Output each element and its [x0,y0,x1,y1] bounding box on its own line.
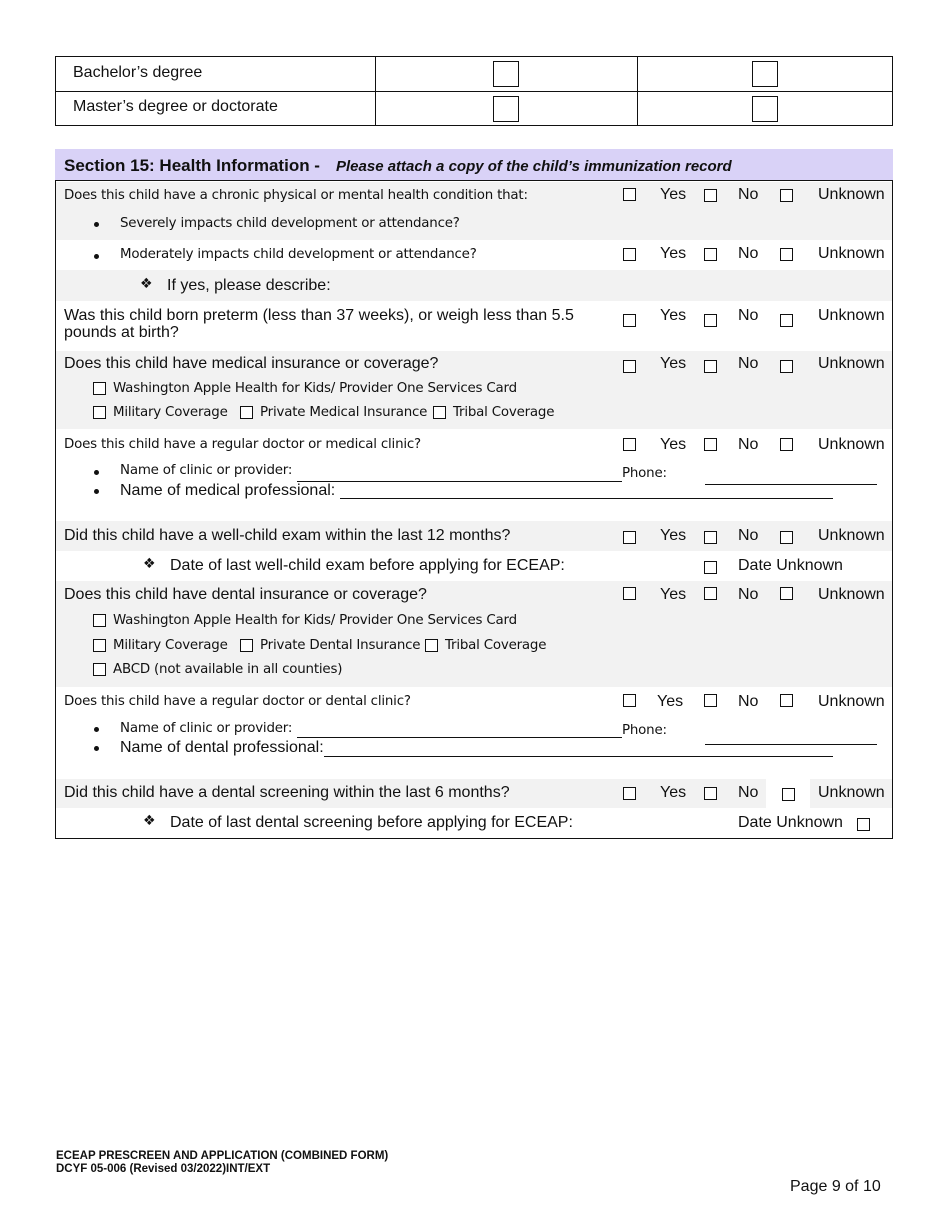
medical-professional-field[interactable] [340,498,833,499]
bachelors-checkbox-2[interactable] [752,61,778,87]
military-dental-checkbox[interactable] [93,639,106,652]
footer-form-title: ECEAP PRESCREEN AND APPLICATION (COMBINED FORM) [56,1150,389,1162]
tribal-medical-checkbox[interactable] [433,406,446,419]
medical-professional-label: Name of medical professional: [120,482,336,499]
regular-doctor-yes-checkbox[interactable] [623,438,636,451]
regular-doctor-unknown-label: Unknown [818,436,885,453]
medical-insurance-question: Does this child have medical insurance or coverage? [64,355,439,372]
clinic-name-dental-field[interactable] [297,737,622,738]
page-number: Page 9 of 10 [790,1178,881,1195]
describe-prompt: If yes, please describe: [167,277,331,294]
military-medical-label: Military Coverage [113,405,228,420]
dental-insurance-no-label: No [738,586,759,603]
medical-insurance-no-label: No [738,355,759,372]
bachelors-checkbox-1[interactable] [493,61,519,87]
dental-insurance-unknown-checkbox[interactable] [780,587,793,600]
section15-subtitle: Please attach a copy of the child’s immunization record [336,158,732,175]
regular-dentist-unknown-label: Unknown [818,693,885,710]
dental-screening-unknown-label: Unknown [818,784,885,801]
dental-insurance-no-checkbox[interactable] [704,587,717,600]
tribal-dental-label: Tribal Coverage [445,638,547,653]
well-child-question: Did this child have a well-child exam within the last 12 months? [64,527,511,544]
clinic-name-medical-label: Name of clinic or provider: [120,463,293,478]
moderately-no-checkbox[interactable] [704,248,717,261]
private-dental-checkbox[interactable] [240,639,253,652]
masters-checkbox-1[interactable] [493,96,519,122]
preterm-question: Was this child born preterm (less than 37 weeks), or weigh less than 5.5 pounds at birth? [64,307,574,341]
well-child-date-unknown-label: Date Unknown [738,557,843,574]
tribal-medical-label: Tribal Coverage [453,405,555,420]
dental-screening-unknown-checkbox[interactable] [782,788,795,801]
chronic-no-checkbox[interactable] [704,189,717,202]
regular-dentist-yes-label: Yes [657,693,684,710]
bullet-icon [94,222,99,227]
medical-insurance-unknown-checkbox[interactable] [780,360,793,373]
abcd-label: ABCD (not available in all counties) [113,662,343,677]
preterm-unknown-checkbox[interactable] [780,314,793,327]
well-child-yes-checkbox[interactable] [623,531,636,544]
preterm-yes-checkbox[interactable] [623,314,636,327]
apple-health-dental-label: Washington Apple Health for Kids/ Provider One Services Card [113,613,517,628]
diamond-bullet-icon: ❖ [143,813,156,829]
regular-dentist-question: Does this child have a regular doctor or dental clinic? [64,694,411,709]
well-child-yes-label: Yes [660,527,687,544]
dental-screening-no-label: No [738,784,759,801]
medical-insurance-yes-label: Yes [660,355,687,372]
apple-health-medical-checkbox[interactable] [93,382,106,395]
bullet-icon [94,489,99,494]
clinic-name-dental-label: Name of clinic or provider: [120,721,293,736]
regular-doctor-no-label: No [738,436,759,453]
well-child-no-label: No [738,527,759,544]
dental-screening-question: Did this child have a dental screening within the last 6 months? [64,784,510,801]
dental-screening-yes-label: Yes [660,784,687,801]
dental-screening-yes-checkbox[interactable] [623,787,636,800]
dental-professional-label: Name of dental professional: [120,739,324,756]
moderately-yes-checkbox[interactable] [623,248,636,261]
moderately-unknown-label: Unknown [818,245,885,262]
well-child-unknown-checkbox[interactable] [780,531,793,544]
military-dental-label: Military Coverage [113,638,228,653]
regular-doctor-yes-label: Yes [660,436,687,453]
moderately-no-label: No [738,245,759,262]
tribal-dental-checkbox[interactable] [425,639,438,652]
chronic-unknown-checkbox[interactable] [780,189,793,202]
footer-form-number: DCYF 05-006 (Revised 03/2022)INT/EXT [56,1163,271,1175]
private-medical-checkbox[interactable] [240,406,253,419]
regular-dentist-no-checkbox[interactable] [704,694,717,707]
moderately-yes-label: Yes [660,245,687,262]
well-child-date-unknown-checkbox[interactable] [704,561,717,574]
masters-label: Master’s degree or doctorate [73,98,278,115]
well-child-date-label: Date of last well-child exam before applying for ECEAP: [170,557,565,574]
private-dental-label: Private Dental Insurance [260,638,421,653]
phone-medical-label: Phone: [622,466,667,481]
preterm-unknown-label: Unknown [818,307,885,324]
preterm-no-label: No [738,307,759,324]
masters-checkbox-2[interactable] [752,96,778,122]
dental-professional-field[interactable] [324,756,833,757]
dental-screening-no-checkbox[interactable] [704,787,717,800]
dental-screening-date-label: Date of last dental screening before applying for ECEAP: [170,814,573,831]
medical-insurance-yes-checkbox[interactable] [623,360,636,373]
moderately-question: Moderately impacts child development or attendance? [120,247,477,262]
severely-question: Severely impacts child development or attendance? [120,216,460,231]
clinic-name-medical-field[interactable] [297,481,622,482]
bachelors-label: Bachelor’s degree [73,64,203,81]
phone-dental-label: Phone: [622,723,667,738]
diamond-bullet-icon: ❖ [143,556,156,572]
diamond-bullet-icon: ❖ [140,276,153,292]
section15-title: Section 15: Health Information - [64,156,320,175]
apple-health-medical-label: Washington Apple Health for Kids/ Provider One Services Card [113,381,517,396]
regular-doctor-question: Does this child have a regular doctor or medical clinic? [64,437,421,452]
well-child-no-checkbox[interactable] [704,531,717,544]
chronic-yes-checkbox[interactable] [623,188,636,201]
chronic-unknown-label: Unknown [818,186,885,203]
regular-dentist-unknown-checkbox[interactable] [780,694,793,707]
private-medical-label: Private Medical Insurance [260,405,428,420]
abcd-checkbox[interactable] [93,663,106,676]
dental-screening-date-unknown-label: Date Unknown [738,814,843,831]
dental-insurance-unknown-label: Unknown [818,586,885,603]
medical-insurance-no-checkbox[interactable] [704,360,717,373]
dental-insurance-yes-label: Yes [660,586,687,603]
regular-doctor-no-checkbox[interactable] [704,438,717,451]
well-child-unknown-label: Unknown [818,527,885,544]
regular-doctor-unknown-checkbox[interactable] [780,438,793,451]
regular-dentist-yes-checkbox[interactable] [623,694,636,707]
bullet-icon [94,254,99,259]
chronic-yes-label: Yes [660,186,687,203]
preterm-no-checkbox[interactable] [704,314,717,327]
phone-medical-field[interactable] [705,484,877,485]
dental-insurance-yes-checkbox[interactable] [623,587,636,600]
preterm-yes-label: Yes [660,307,687,324]
dental-screening-date-unknown-checkbox[interactable] [857,818,870,831]
chronic-question: Does this child have a chronic physical or mental health condition that: [64,188,528,203]
bullet-icon [94,746,99,751]
regular-dentist-no-label: No [738,693,759,710]
medical-insurance-unknown-label: Unknown [818,355,885,372]
military-medical-checkbox[interactable] [93,406,106,419]
apple-health-dental-checkbox[interactable] [93,614,106,627]
bullet-icon [94,470,99,475]
dental-insurance-question: Does this child have dental insurance or coverage? [64,586,427,603]
chronic-no-label: No [738,186,759,203]
moderately-unknown-checkbox[interactable] [780,248,793,261]
bullet-icon [94,727,99,732]
phone-dental-field[interactable] [705,744,877,745]
